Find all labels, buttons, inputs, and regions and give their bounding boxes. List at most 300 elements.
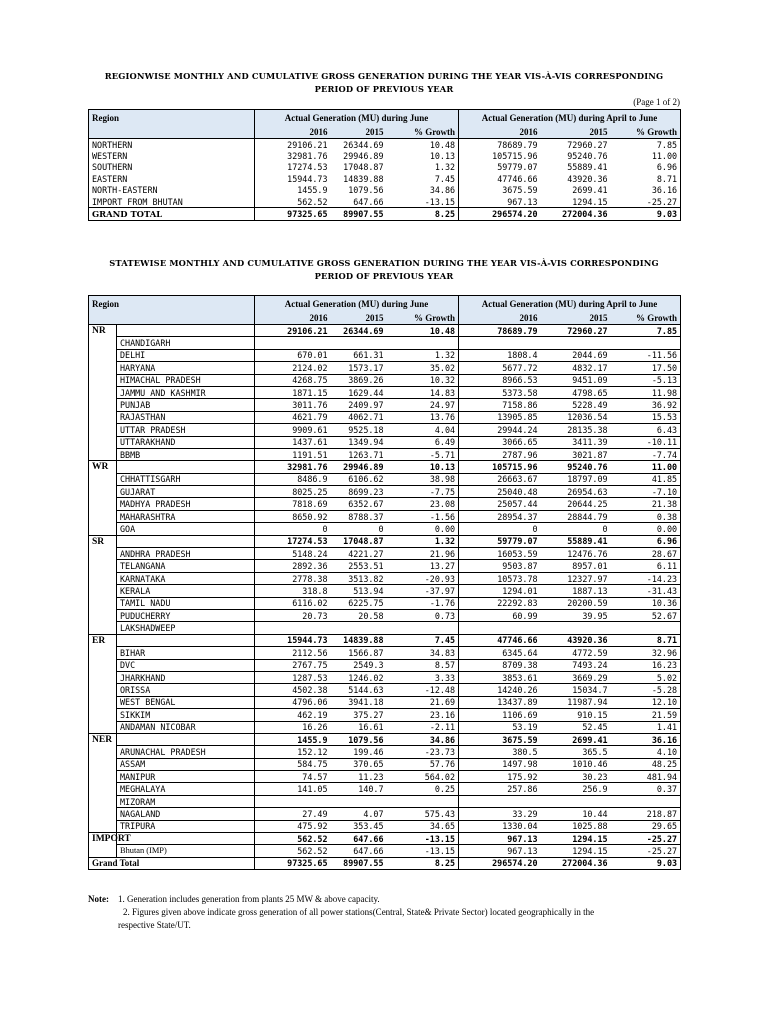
regionwise-subheader-row [89, 126, 681, 139]
state-value: 13.27 [387, 560, 459, 572]
state-value: 1263.71 [331, 448, 387, 460]
state-value: 20.73 [255, 609, 331, 621]
state-value: 74.57 [255, 771, 331, 783]
state-name: HIMACHAL PRADESH [117, 374, 255, 386]
state-value: 25057.44 [459, 498, 541, 510]
state-value: 10573.78 [459, 572, 541, 584]
state-value [387, 622, 459, 634]
state-value: -1.56 [387, 510, 459, 522]
state-row [89, 758, 681, 770]
state-row [89, 349, 681, 361]
state-value: 8650.92 [255, 510, 331, 522]
state-name: BIHAR [117, 647, 255, 659]
state-value: 1246.02 [331, 671, 387, 683]
state-row [89, 448, 681, 460]
state-value: 199.46 [331, 746, 387, 758]
region-summary-value: 10.13 [387, 461, 459, 473]
state-value: 5228.49 [541, 399, 611, 411]
state-name: SIKKIM [117, 709, 255, 721]
regionwise-title-line2: PERIOD OF PREVIOUS YEAR [314, 84, 454, 94]
state-name: GOA [117, 523, 255, 535]
state-name: Bhutan (IMP) [117, 845, 255, 857]
state-value: 7493.24 [541, 659, 611, 671]
state-value: -7.10 [611, 486, 681, 498]
state-value: 8788.37 [331, 510, 387, 522]
region-value: 1455.9 [255, 185, 331, 196]
state-row [89, 399, 681, 411]
region-name: EASTERN [89, 173, 255, 184]
state-row [89, 709, 681, 721]
region-summary-value: 36.16 [611, 733, 681, 745]
state-value: 152.12 [255, 746, 331, 758]
region-summary-value: 967.13 [459, 833, 541, 845]
sub-2016-june: 2016 [255, 126, 331, 139]
state-value: 8709.38 [459, 659, 541, 671]
state-value [611, 622, 681, 634]
state-row [89, 746, 681, 758]
state-indent [89, 349, 117, 361]
state-value: 462.19 [255, 709, 331, 721]
state-name: CHHATTISGARH [117, 473, 255, 485]
region-summary-value: 1.32 [387, 535, 459, 547]
state-value: 28.67 [611, 548, 681, 560]
state-row [89, 510, 681, 522]
state-value: -5.71 [387, 448, 459, 460]
state-grand-total-value: 97325.65 [255, 857, 331, 869]
state-name: LAKSHADWEEP [117, 622, 255, 634]
region-summary-value: 7.85 [611, 325, 681, 337]
region-summary-value: 26344.69 [331, 325, 387, 337]
state-cumulative-header: Actual Generation (MU) during April to June [459, 296, 681, 313]
state-row [89, 585, 681, 597]
state-indent [89, 721, 117, 733]
state-value: 9909.61 [255, 424, 331, 436]
region-value: 95240.76 [567, 151, 608, 162]
statewise-table [88, 295, 681, 870]
state-value: 38.98 [387, 473, 459, 485]
state-indent [89, 820, 117, 832]
state-value: 16.61 [331, 721, 387, 733]
state-value: 23.08 [387, 498, 459, 510]
region-subheader-blank [89, 126, 255, 139]
state-value: 1497.98 [459, 758, 541, 770]
region-summary-value: 1079.56 [331, 733, 387, 745]
regionwise-header-row [89, 110, 681, 127]
state-value: 53.19 [459, 721, 541, 733]
region-name: NORTHERN [89, 139, 255, 151]
state-row [89, 659, 681, 671]
statewise-header-row [89, 296, 681, 313]
region-row [89, 162, 681, 173]
regionwise-title [0, 70, 768, 96]
region-summary-value: 78689.79 [459, 325, 541, 337]
region-code: NER [89, 733, 117, 745]
state-value: 564.02 [387, 771, 459, 783]
state-value: 1349.94 [331, 436, 387, 448]
region-code-spacer [117, 833, 255, 845]
state-value: 661.31 [331, 349, 387, 361]
state-value [331, 337, 387, 349]
state-value: 2549.3 [331, 659, 387, 671]
grand-total-value: 296574.20 [459, 208, 541, 220]
state-value: 13437.89 [459, 696, 541, 708]
region-row [89, 139, 681, 151]
state-value: 0.73 [387, 609, 459, 621]
state-value [387, 337, 459, 349]
state-value [611, 795, 681, 807]
state-value: 140.7 [331, 783, 387, 795]
june-header: Actual Generation (MU) during June [255, 110, 459, 127]
state-value: 21.69 [387, 696, 459, 708]
state-value: -37.97 [387, 585, 459, 597]
state-value: -7.74 [611, 448, 681, 460]
state-value [331, 795, 387, 807]
sub-growth-june: % Growth [387, 126, 459, 139]
region-value: 11.00 [611, 150, 681, 161]
state-row [89, 721, 681, 733]
state-value: 3669.29 [541, 671, 611, 683]
state-value: -25.27 [611, 845, 681, 857]
state-name: MEGHALAYA [117, 783, 255, 795]
state-value: 1.32 [387, 349, 459, 361]
state-indent [89, 473, 117, 485]
state-indent [89, 597, 117, 609]
state-name: JHARKHAND [117, 671, 255, 683]
region-summary-value: 34.86 [387, 733, 459, 745]
region-summary-value: -25.27 [611, 833, 681, 845]
region-value: 72960.27 [541, 139, 611, 151]
state-value: 24.97 [387, 399, 459, 411]
state-value: 481.94 [611, 771, 681, 783]
state-value: 12.10 [611, 696, 681, 708]
state-name: ANDHRA PRADESH [117, 548, 255, 560]
state-value: 28954.37 [459, 510, 541, 522]
state-row [89, 647, 681, 659]
state-indent [89, 548, 117, 560]
state-sub-2016-cum: 2016 [459, 312, 541, 325]
state-indent [89, 783, 117, 795]
region-row [89, 196, 681, 208]
state-indent [89, 585, 117, 597]
state-value: 3853.61 [459, 671, 541, 683]
sub-2015-june: 2015 [331, 126, 387, 139]
state-value: 0 [541, 523, 611, 535]
state-name: MAHARASHTRA [117, 510, 255, 522]
state-value: 10.32 [387, 374, 459, 386]
state-value: 13905.85 [459, 411, 541, 423]
state-value: 3941.18 [331, 696, 387, 708]
state-row [89, 337, 681, 349]
state-value: 2553.51 [331, 560, 387, 572]
state-value: 353.45 [331, 820, 387, 832]
state-value [541, 795, 611, 807]
state-row [89, 362, 681, 374]
state-value: 11.98 [611, 386, 681, 398]
state-value [387, 795, 459, 807]
state-value [459, 622, 541, 634]
state-value: 4772.59 [541, 647, 611, 659]
state-indent [89, 510, 117, 522]
state-value: 967.13 [459, 845, 541, 857]
region-value: 29946.89 [343, 151, 384, 162]
state-sub-2016-june: 2016 [255, 312, 331, 325]
state-value: 562.52 [255, 845, 331, 857]
state-value: 41.85 [611, 473, 681, 485]
state-value: 3011.76 [255, 399, 331, 411]
state-indent [89, 572, 117, 584]
state-value: 218.87 [611, 808, 681, 820]
state-value: 4.04 [387, 424, 459, 436]
state-value: 4062.71 [331, 411, 387, 423]
state-value: 10.36 [611, 597, 681, 609]
region-value: 647.66 [353, 196, 384, 207]
state-value: 4832.17 [541, 362, 611, 374]
regionwise-title-line1: REGIONWISE MONTHLY AND CUMULATIVE GROSS GENERATION DURING THE YEAR VIS-À-VIS CORRESPONDING [104, 71, 664, 81]
state-row [89, 486, 681, 498]
grand-total-value: 8.25 [387, 208, 459, 220]
state-name: MADHYA PRADESH [117, 498, 255, 510]
state-value: 4.10 [611, 746, 681, 758]
state-value: 910.15 [541, 709, 611, 721]
region-summary-value: 55889.41 [541, 535, 611, 547]
state-value [331, 622, 387, 634]
state-value: 4621.79 [255, 411, 331, 423]
region-value: 10.13 [429, 151, 456, 162]
state-value: -20.93 [387, 572, 459, 584]
region-summary-value: 1294.15 [541, 833, 611, 845]
state-indent [89, 337, 117, 349]
state-value: 256.9 [541, 783, 611, 795]
state-row [89, 696, 681, 708]
state-value: 25040.48 [459, 486, 541, 498]
state-grand-total-value: 296574.20 [459, 857, 541, 869]
state-indent [89, 424, 117, 436]
region-name: WESTERN [89, 150, 255, 161]
state-value: 3513.82 [331, 572, 387, 584]
state-value: 35.02 [387, 362, 459, 374]
state-grand-total-label: Grand Total [89, 857, 255, 869]
region-summary-value: 2699.41 [541, 733, 611, 745]
state-value: 141.05 [255, 783, 331, 795]
state-value: 575.43 [387, 808, 459, 820]
region-summary-value: 29946.89 [331, 461, 387, 473]
state-value: 1566.87 [331, 647, 387, 659]
state-value: 28135.38 [541, 424, 611, 436]
state-indent [89, 671, 117, 683]
state-value: 1106.69 [459, 709, 541, 721]
state-value [459, 337, 541, 349]
state-value: 5144.63 [331, 684, 387, 696]
regionwise-table [88, 109, 681, 221]
sub-2016-cum: 2016 [459, 126, 541, 139]
state-value: 4502.38 [255, 684, 331, 696]
state-row [89, 560, 681, 572]
state-value: 257.86 [459, 783, 541, 795]
state-value: 2787.96 [459, 448, 541, 460]
state-value: 2409.97 [331, 399, 387, 411]
state-value: 6345.64 [459, 647, 541, 659]
state-value: 29.65 [611, 820, 681, 832]
state-sub-growth-june: % Growth [387, 312, 459, 325]
state-name: PUDUCHERRY [117, 609, 255, 621]
state-name: TELANGANA [117, 560, 255, 572]
state-value: -13.15 [387, 845, 459, 857]
region-code-spacer [117, 461, 255, 473]
state-value: 34.83 [387, 647, 459, 659]
state-value: 2112.56 [255, 647, 331, 659]
sub-2015-cum: 2015 [541, 126, 611, 139]
state-value: -14.23 [611, 572, 681, 584]
state-indent [89, 622, 117, 634]
region-code-spacer [117, 325, 255, 337]
state-value: 15034.7 [541, 684, 611, 696]
state-indent [89, 436, 117, 448]
state-value: 2892.36 [255, 560, 331, 572]
state-value: 12036.54 [541, 411, 611, 423]
statewise-subheader-row [89, 312, 681, 325]
state-value: 4268.75 [255, 374, 331, 386]
state-value: -11.56 [611, 349, 681, 361]
state-name: JAMMU AND KASHMIR [117, 386, 255, 398]
state-value [255, 337, 331, 349]
state-value: 1871.15 [255, 386, 331, 398]
state-indent [89, 448, 117, 460]
state-value [541, 622, 611, 634]
region-code-spacer [117, 634, 255, 646]
region-code: WR [89, 461, 117, 473]
state-row [89, 808, 681, 820]
state-name: KERALA [117, 585, 255, 597]
region-summary-value: 8.71 [611, 634, 681, 646]
state-row [89, 572, 681, 584]
state-value: 21.59 [611, 709, 681, 721]
region-value: 17048.87 [343, 162, 384, 173]
state-subheader-blank [89, 312, 255, 325]
state-value: 1294.01 [459, 585, 541, 597]
state-indent [89, 609, 117, 621]
state-value: 5148.24 [255, 548, 331, 560]
note-2-continued: respective State/UT. [118, 920, 191, 930]
state-value: -2.11 [387, 721, 459, 733]
state-row [89, 436, 681, 448]
region-value: 47746.66 [459, 173, 541, 184]
state-indent [89, 523, 117, 535]
state-row [89, 548, 681, 560]
state-value: 1294.15 [541, 845, 611, 857]
region-summary-value: 17048.87 [331, 535, 387, 547]
state-indent [89, 486, 117, 498]
state-value: 5373.58 [459, 386, 541, 398]
region-summary-value: 95240.76 [541, 461, 611, 473]
state-value: 3869.26 [331, 374, 387, 386]
state-indent [89, 560, 117, 572]
region-summary-value: 17274.53 [255, 535, 331, 547]
state-name: CHANDIGARH [117, 337, 255, 349]
state-value: 6352.67 [331, 498, 387, 510]
state-region-header: Region [89, 296, 255, 313]
state-row [89, 411, 681, 423]
note-2-text: 2. Figures given above indicate gross generation of all power stations(Central, State& Private Sector) located geographically in the [123, 907, 595, 917]
state-name: MIZORAM [117, 795, 255, 807]
state-value: 20.58 [331, 609, 387, 621]
state-value: 8699.23 [331, 486, 387, 498]
state-name: BBMB [117, 448, 255, 460]
state-value: 6225.75 [331, 597, 387, 609]
page-indicator: (Page 1 of 2) [633, 97, 680, 107]
state-value: 6.49 [387, 436, 459, 448]
state-sub-2015-cum: 2015 [541, 312, 611, 325]
state-value: 370.65 [331, 758, 387, 770]
state-row [89, 386, 681, 398]
state-value: 9451.09 [541, 374, 611, 386]
state-value: 1287.53 [255, 671, 331, 683]
region-summary-value: 32981.76 [255, 461, 331, 473]
state-value: 11.23 [331, 771, 387, 783]
state-value: 1025.88 [541, 820, 611, 832]
state-value: 0 [459, 523, 541, 535]
state-value: 8957.01 [541, 560, 611, 572]
state-name: DVC [117, 659, 255, 671]
region-name: IMPORT FROM BHUTAN [89, 196, 255, 208]
state-value: 13.76 [387, 411, 459, 423]
grand-total-value: 272004.36 [541, 208, 611, 220]
state-value: 26663.67 [459, 473, 541, 485]
state-value: 6116.02 [255, 597, 331, 609]
state-value: 3411.39 [541, 436, 611, 448]
state-value: 375.27 [331, 709, 387, 721]
state-value: 1010.46 [541, 758, 611, 770]
state-value: 39.95 [541, 609, 611, 621]
state-value: 1629.44 [331, 386, 387, 398]
state-value: 60.99 [459, 609, 541, 621]
cumulative-header: Actual Generation (MU) during April to June [459, 110, 681, 127]
state-indent [89, 808, 117, 820]
state-indent [89, 374, 117, 386]
region-summary-value: 11.00 [611, 461, 681, 473]
state-value: 3.33 [387, 671, 459, 683]
region-code: SR [89, 535, 117, 547]
region-value: 14839.88 [343, 173, 384, 184]
state-value: 2124.02 [255, 362, 331, 374]
region-value: 7.45 [434, 173, 456, 184]
state-value: 28844.79 [541, 510, 611, 522]
state-name: TAMIL NADU [117, 597, 255, 609]
grand-total-value: 89907.55 [331, 208, 387, 220]
state-value: 1887.13 [541, 585, 611, 597]
state-value: -1.76 [387, 597, 459, 609]
region-summary-value: 29106.21 [255, 325, 331, 337]
state-value: 21.38 [611, 498, 681, 510]
state-name: ASSAM [117, 758, 255, 770]
state-value: 0.00 [611, 523, 681, 535]
state-value: 175.92 [459, 771, 541, 783]
region-summary-value: 10.48 [387, 325, 459, 337]
region-summary-row [89, 535, 681, 547]
state-value: 5677.72 [459, 362, 541, 374]
region-summary-value: 15944.73 [255, 634, 331, 646]
state-name: PUNJAB [117, 399, 255, 411]
state-value: -23.73 [387, 746, 459, 758]
state-name: ANDAMAN NICOBAR [117, 721, 255, 733]
state-value: 4221.27 [331, 548, 387, 560]
state-name: KARNATAKA [117, 572, 255, 584]
region-code-spacer [117, 733, 255, 745]
state-row [89, 523, 681, 535]
state-value: 16053.59 [459, 548, 541, 560]
region-value: 17274.53 [255, 162, 331, 173]
state-value: 29944.24 [459, 424, 541, 436]
state-indent [89, 647, 117, 659]
